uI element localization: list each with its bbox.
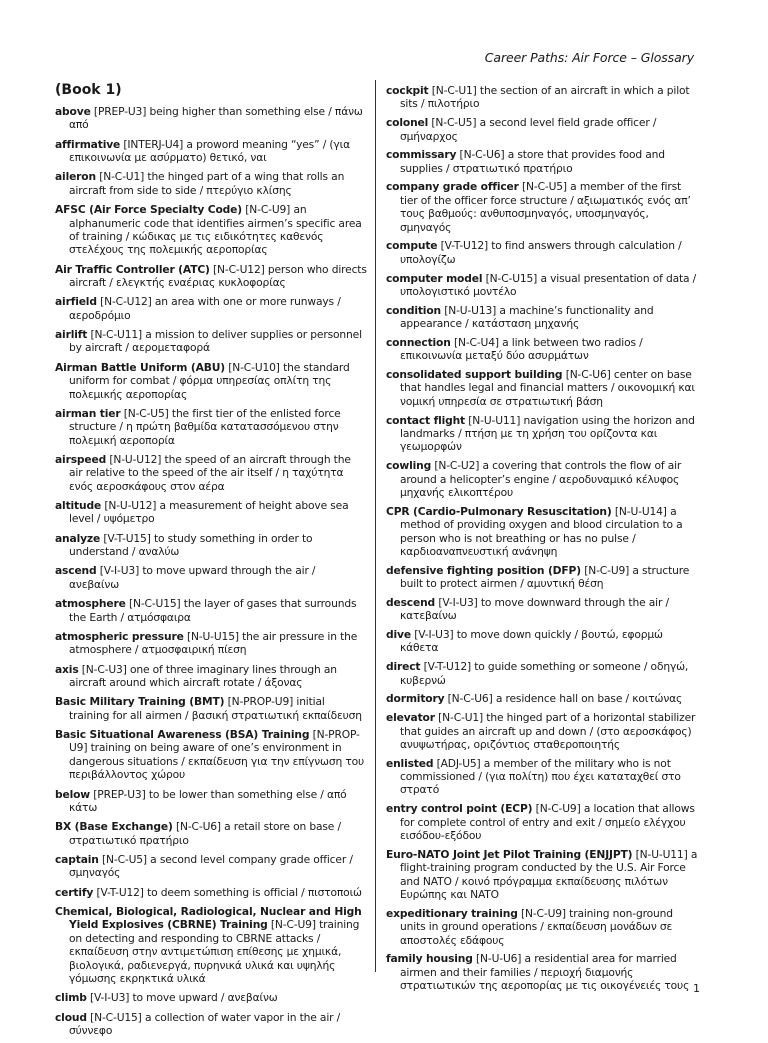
glossary-definition: [N-U-U13] a machine’s functionality and appearance / κατάσταση μηχανής	[400, 303, 654, 331]
glossary-term: cockpit	[386, 84, 429, 97]
glossary-term: below	[55, 787, 91, 801]
glossary-entry	[386, 84, 698, 111]
glossary-term: airman tier	[55, 406, 121, 420]
glossary-definition: [N-C-U5] a member of the first tier of the officer force structure / αξιωματικός ενός απ’ τους βαθμούς: ανθυποσμηναγός, υποσμηναγός, σμηναγός	[400, 180, 691, 234]
glossary-term: Basic Military Training (BMT)	[55, 695, 225, 709]
glossary-entry	[55, 532, 367, 559]
glossary-entry	[55, 991, 367, 1004]
glossary-definition: [N-C-U5] a second level field grade officer / σμήναρχος	[400, 116, 657, 143]
glossary-entry	[386, 459, 698, 499]
glossary-term: Euro-NATO Joint Jet Pilot Training (ENJJPT)	[386, 847, 633, 861]
glossary-definition: [N-C-U9] training on detecting and responding to CBRNE attacks / εκπαίδευση στην αντιμετώπιση επίθεσης με χημικά, βιολογικά, ραδιενεργά, πυρηνικά υλικά και υψηλής γόμωσης εκρηκτικά υλικά	[69, 918, 360, 985]
glossary-definition: [N-U-U11] navigation using the horizon and landmarks / πτήση με τη χρήση του ορίζοντα και γεωμορφών	[400, 413, 695, 454]
glossary-definition: [N-C-U6] a retail store on base / στρατιωτικό πρατήριο	[69, 820, 341, 847]
glossary-entry	[55, 630, 367, 657]
glossary-definition: [N-U-U12] the speed of an aircraft through the air relative to the speed of the air itself / η ταχύτητα ενός αεροσκάφους στον αέρα	[69, 452, 351, 493]
glossary-definition: [V-I-U3] to move down quickly / βουτώ, εφορμώ κάθετα	[400, 628, 663, 655]
page-header-title: Career Paths: Air Force – Glossary	[484, 50, 694, 65]
glossary-definition: [V-I-U3] to move upward / ανεβαίνω	[89, 991, 278, 1005]
glossary-column-right	[386, 84, 698, 998]
glossary-definition: [N-C-U5] the first tier of the enlisted force structure / η πρώτη βαθμίδα κατατασσόμενου στην πολεμική αεροπορία	[69, 406, 341, 447]
glossary-entry	[55, 263, 367, 290]
glossary-definition: [N-C-U1] the hinged part of a wing that rolls an aircraft from side to side / πτερύγιο κλίσης	[69, 170, 345, 197]
glossary-definition: [N-C-U6] a residence hall on base / κοιτώνας	[447, 692, 683, 706]
glossary-definition: [N-C-U1] the section of an aircraft in which a pilot sits / πιλοτήριο	[400, 84, 690, 111]
glossary-entry	[55, 328, 367, 355]
glossary-term: airfield	[55, 295, 97, 309]
glossary-definition: [V-T-U12] to guide something or someone / οδηγώ, κυβερνώ	[400, 660, 689, 687]
glossary-entry	[386, 952, 698, 992]
glossary-term: expeditionary training	[386, 906, 518, 920]
glossary-term: certify	[55, 885, 94, 899]
glossary-term: family housing	[386, 952, 473, 966]
glossary-term: above	[55, 105, 91, 118]
glossary-entry	[386, 660, 698, 687]
glossary-definition: [V-I-U3] to move downward through the air / κατεβαίνω	[400, 595, 669, 623]
glossary-definition: [N-C-U9] a structure built to protect airmen / αμυντική θέση	[400, 563, 690, 591]
glossary-definition: [N-C-U9] a location that allows for complete control of entry and exit / σημείο ελέγχου εισόδου-εξόδου	[400, 802, 695, 843]
glossary-term: Chemical, Biological, Radiological, Nuclear and High Yield Explosives (CBRNE) Training	[55, 904, 362, 932]
glossary-definition: [N-PROP-U9] initial training for all airmen / βασική στρατιωτική εκπαίδευση	[69, 695, 362, 722]
glossary-definition: [N-C-U15] a collection of water vapor in the air / σύννεφο	[69, 1010, 341, 1037]
glossary-entry	[386, 757, 698, 797]
glossary-definition: [N-U-U12] a measurement of height above sea level / υψόμετρο	[69, 499, 349, 526]
glossary-entry	[55, 820, 367, 847]
glossary-entry	[55, 695, 367, 722]
glossary-entry	[386, 180, 698, 234]
glossary-term: descend	[386, 595, 436, 609]
glossary-entry	[55, 295, 367, 322]
glossary-entry	[386, 711, 698, 751]
glossary-term: entry control point (ECP)	[386, 802, 533, 816]
glossary-definition: [INTERJ-U4] a proword meaning “yes” / (για επικοινωνία με ασύρματο) θετικό, ναι	[69, 137, 350, 165]
glossary-definition: [V-T-U15] to study something in order to understand / αναλύω	[69, 531, 313, 559]
glossary-entry	[55, 905, 367, 985]
glossary-entry	[55, 853, 367, 880]
glossary-entry	[55, 453, 367, 493]
glossary-term: analyze	[55, 531, 101, 545]
glossary-entry	[386, 802, 698, 842]
glossary-entry	[386, 239, 698, 266]
glossary-entry	[55, 361, 367, 401]
glossary-term: cloud	[55, 1010, 87, 1024]
glossary-entry	[386, 628, 698, 655]
glossary-definition: [N-C-U9] an alphanumeric code that identifies airmen’s specific area of training / κώδικας με τις ειδικότητες καθενός στελέχους της πολεμικής αεροπορίας	[69, 203, 362, 257]
glossary-definition: [ADJ-U5] a member of the military who is not commissioned / (για πολίτη) που έχει καταταχθεί στο στρατό	[400, 756, 681, 797]
glossary-entry	[386, 304, 698, 331]
column-divider	[375, 80, 376, 972]
glossary-term: ascend	[55, 564, 97, 578]
glossary-definition: [V-I-U3] to move upward through the air / ανεβαίνω	[69, 564, 316, 591]
glossary-definition: [N-C-U3] one of three imaginary lines through an aircraft around which aircraft rotate / άξονας	[69, 662, 337, 689]
glossary-definition: [N-U-U11] a flight-training program conducted by the U.S. Air Force and NATO / κοινό πρόγραμμα εκπαίδευσης πιλότων Ευρώπης και NATO	[400, 847, 698, 901]
glossary-entry	[55, 105, 367, 132]
glossary-definition: [N-U-U15] the air pressure in the atmosphere / ατμοσφαιρική πίεση	[69, 629, 358, 657]
glossary-term: compute	[386, 239, 438, 253]
glossary-entry	[386, 596, 698, 623]
glossary-term: contact flight	[386, 413, 466, 427]
glossary-term: Basic Situational Awareness (BSA) Training	[55, 727, 310, 741]
glossary-term: colonel	[386, 116, 429, 130]
glossary-term: defensive fighting position (DFP)	[386, 563, 581, 577]
glossary-term: consolidated support building	[386, 368, 563, 382]
glossary-term: AFSC (Air Force Specialty Code)	[55, 203, 243, 217]
glossary-column-left	[55, 105, 367, 1043]
glossary-term: condition	[386, 303, 441, 317]
glossary-entry	[386, 368, 698, 408]
glossary-entry	[386, 336, 698, 363]
glossary-definition: [N-C-U5] a second level company grade officer / σμηναγός	[69, 852, 353, 880]
glossary-entry	[55, 138, 367, 165]
glossary-definition: [N-C-U11] a mission to deliver supplies or personnel by aircraft / αερομεταφορά	[69, 328, 362, 355]
glossary-entry	[55, 170, 367, 197]
glossary-term: computer model	[386, 271, 483, 285]
glossary-entry	[386, 116, 698, 143]
glossary-term: company grade officer	[386, 180, 519, 194]
glossary-entry	[386, 907, 698, 947]
glossary-definition: [N-U-U6] a residential area for married airmen and their families / περιοχή διαμονής στρατιωτικών της αεροπορίας με τις οικογένειές τους	[400, 952, 690, 993]
glossary-term: captain	[55, 852, 99, 866]
glossary-entry	[386, 414, 698, 454]
glossary-term: airspeed	[55, 452, 107, 466]
glossary-term: Air Traffic Controller (ATC)	[55, 262, 210, 276]
glossary-entry	[55, 499, 367, 526]
glossary-definition: [PREP-U3] being higher than something else / πάνω από	[69, 105, 363, 132]
glossary-term: enlisted	[386, 756, 434, 770]
glossary-entry	[55, 203, 367, 257]
glossary-term: altitude	[55, 499, 102, 513]
glossary-entry	[55, 597, 367, 624]
glossary-entry	[386, 692, 698, 705]
glossary-entry	[386, 564, 698, 591]
glossary-entry	[386, 505, 698, 559]
glossary-term: airlift	[55, 328, 88, 342]
glossary-definition: [N-C-U4] a link between two radios / επικοινωνία μεταξύ δύο ασυρμάτων	[400, 335, 643, 363]
glossary-definition: [N-U-U14] a method of providing oxygen and blood circulation to a person who is not breathing or has no pulse / καρδιοαναπνευστική ανάνηψη	[400, 504, 683, 558]
glossary-entry	[55, 886, 367, 899]
glossary-definition: [N-C-U6] a store that provides food and supplies / στρατιωτικό πρατήριο	[400, 148, 665, 175]
glossary-definition: [N-PROP-U9] training on being aware of one’s environment in dangerous situations / εκπαίδευση για την επίγνωση του περιβάλλοντος χώρου	[69, 727, 365, 782]
glossary-definition: [N-C-U15] a visual presentation of data / υπολογιστικό μοντέλο	[400, 271, 697, 298]
glossary-term: atmospheric pressure	[55, 629, 184, 643]
glossary-term: commissary	[386, 148, 457, 162]
glossary-term: affirmative	[55, 137, 121, 151]
glossary-entry	[55, 788, 367, 815]
glossary-entry	[55, 728, 367, 782]
glossary-definition: [V-T-U12] to deem something is official / πιστοποιώ	[96, 885, 362, 899]
glossary-term: connection	[386, 335, 451, 349]
glossary-term: Airman Battle Uniform (ABU)	[55, 360, 225, 374]
glossary-term: aileron	[55, 170, 96, 184]
glossary-term: CPR (Cardio-Pulmonary Resuscitation)	[386, 504, 612, 518]
book-heading: (Book 1)	[55, 82, 122, 98]
page-number: 1	[693, 982, 700, 995]
glossary-term: dormitory	[386, 692, 445, 706]
glossary-definition: [N-C-U9] training non-ground units in ground operations / εκπαίδευση μονάδων σε αποστολές εδάφους	[400, 906, 673, 947]
glossary-definition: [V-T-U12] to find answers through calculation / υπολογίζω	[400, 239, 682, 266]
glossary-term: atmosphere	[55, 597, 126, 611]
glossary-definition: [N-C-U10] the standard uniform for combat / φόρμα υπηρεσίας οπλίτη της πολεμικής αεροπορίας	[69, 360, 350, 401]
glossary-definition: [N-C-U12] an area with one or more runways / αεροδρόμιο	[69, 295, 341, 322]
glossary-term: direct	[386, 660, 421, 674]
glossary-definition: [N-C-U15] the layer of gases that surrounds the Earth / ατμόσφαιρα	[69, 597, 357, 624]
glossary-term: cowling	[386, 459, 432, 473]
glossary-term: elevator	[386, 711, 435, 725]
glossary-definition: [N-C-U6] center on base that handles legal and financial matters / οικονομική και νομική υπηρεσία σε στρατιωτική βάση	[400, 368, 695, 408]
glossary-definition: [N-C-U2] a covering that controls the flow of air around a helicopter’s engine / αεροδυναμικό κέλυφος μηχανής ελικοπτέρου	[400, 459, 682, 499]
glossary-term: dive	[386, 628, 411, 642]
glossary-entry	[55, 564, 367, 591]
glossary-entry	[386, 148, 698, 175]
glossary-term: axis	[55, 662, 79, 676]
glossary-entry	[55, 663, 367, 690]
glossary-entry	[386, 272, 698, 299]
glossary-entry	[55, 407, 367, 447]
glossary-definition: [N-C-U12] person who directs aircraft / ελεγκτής εναέριας κυκλοφορίας	[69, 262, 367, 290]
glossary-term: climb	[55, 991, 87, 1005]
glossary-entry	[386, 848, 698, 902]
glossary-term: BX (Base Exchange)	[55, 820, 173, 834]
glossary-definition: [N-C-U1] the hinged part of a horizontal stabilizer that guides an aircraft up and down / (στο αεροσκάφος) ανυψωτήρας, οριζόντιος σταθεροποιητής	[400, 711, 696, 751]
glossary-definition: [PREP-U3] to be lower than something else / από κάτω	[69, 787, 347, 814]
